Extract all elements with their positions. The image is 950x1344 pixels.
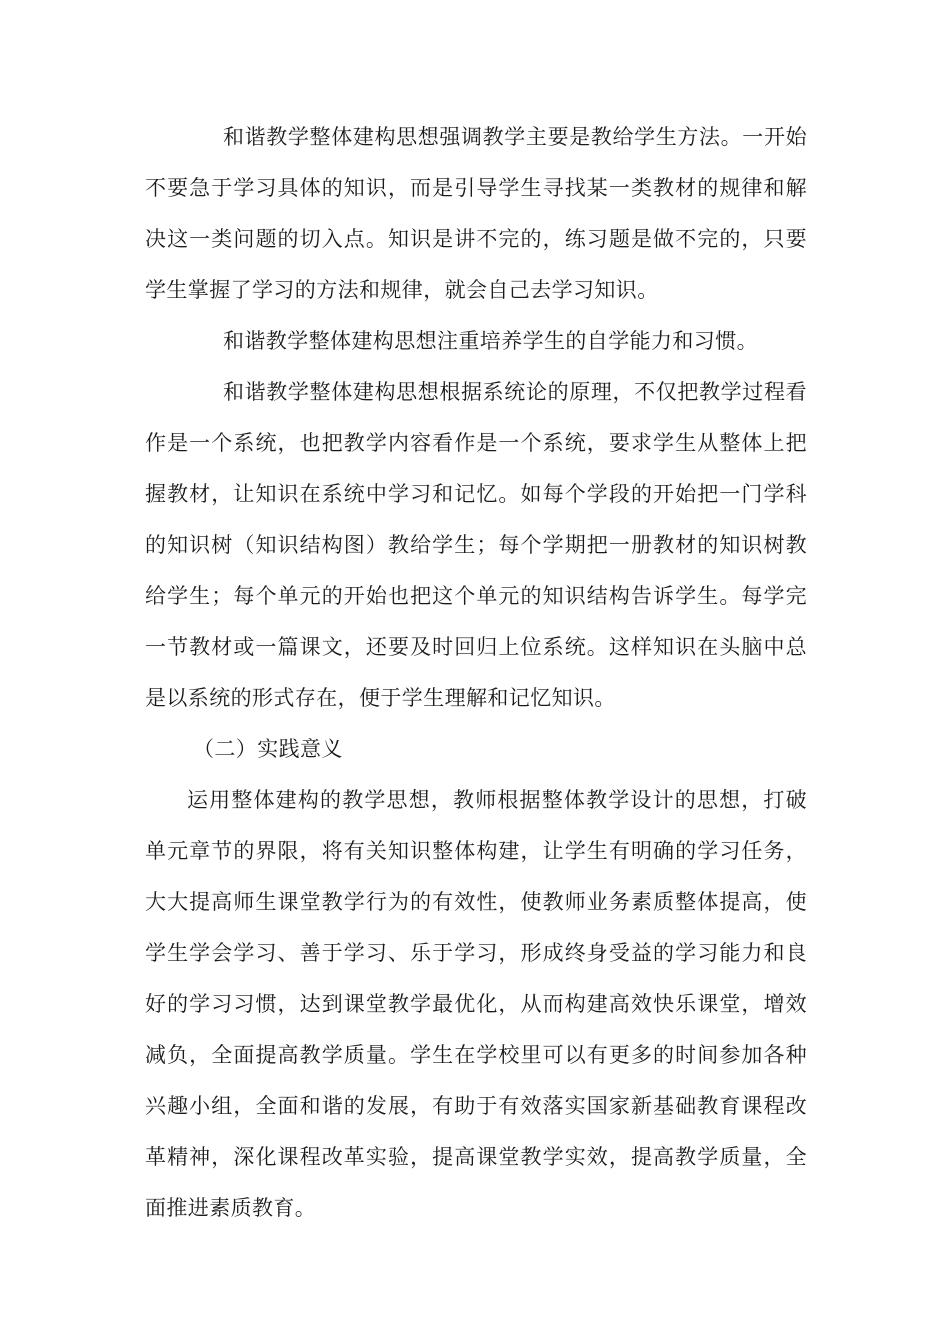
document-body (145, 112, 807, 1234)
paragraph-systems-theory: 和谐教学整体建构思想根据系统论的原理，不仅把教学过程看作是一个系统，也把教学内容看作是一个系统，要求学生从整体上把握教材，让知识在系统中学习和记忆。如每个学段的开始把一门学科的知识树（知识结构图）教给学生；每个学期把一册教材的知识树教给学生；每个单元的开始也把这个单元的知识结构告诉学生。每学完一节教材或一篇课文，还要及时回归上位系统。这样知识在头脑中总是以系统的形式存在，便于学生理解和记忆知识。 (145, 380, 807, 710)
paragraph-practice-significance: 运用整体建构的教学思想，教师根据整体教学设计的思想，打破单元章节的界限，将有关知识整体构建，让学生有明确的学习任务，大大提高师生课堂教学行为的有效性，使教师业务素质整体提高，使学生学会学习、善于学习、乐于学习，形成终身受益的学习能力和良好的学习习惯，达到课堂教学最优化，从而构建高效快乐课堂，增效减负，全面提高教学质量。学生在学校里可以有更多的时间参加各种兴趣小组，全面和谐的发展，有助于有效落实国家新基础教育课程改革精神，深化课程改革实验，提高课堂教学实效，提高教学质量，全面推进素质教育。 (145, 788, 807, 1220)
section-heading: （二）实践意义 (193, 737, 343, 761)
paragraph-self-study: 和谐教学整体建构思想注重培养学生的自学能力和习惯。 (223, 329, 758, 353)
paragraph-teaching-methods: 和谐教学整体建构思想强调教学主要是教给学生方法。一开始不要急于学习具体的知识，而是引导学生寻找某一类教材的规律和解决这一类问题的切入点。知识是讲不完的，练习题是做不完的，只要学生掌握了学习的方法和规律，就会自己去学习知识。 (145, 125, 807, 302)
